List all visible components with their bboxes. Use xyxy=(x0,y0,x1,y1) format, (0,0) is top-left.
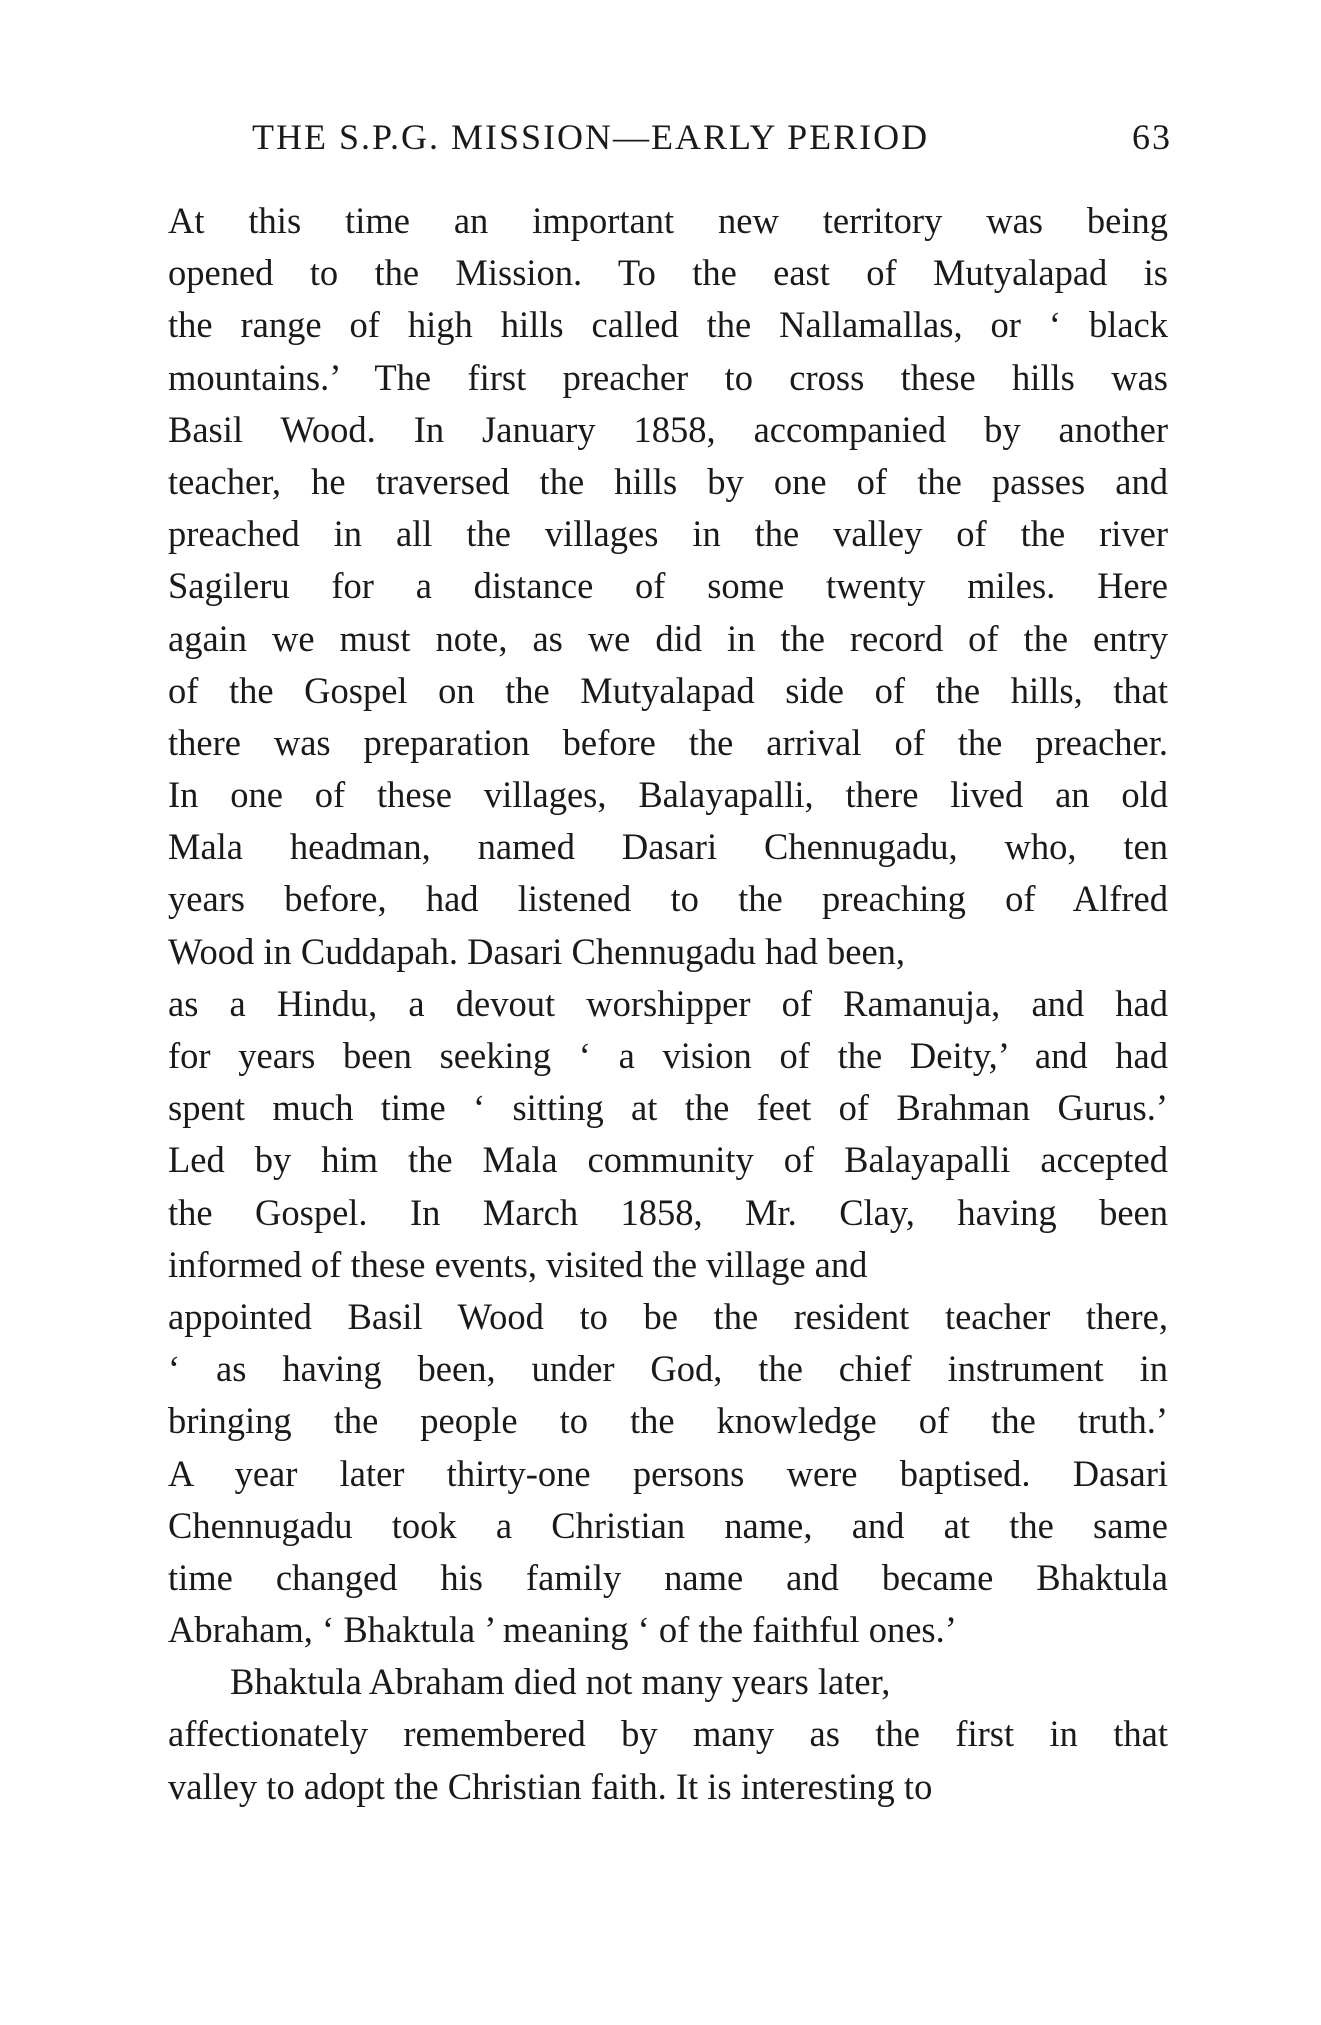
text-line: In one of these villages, Balayapalli, there lived an old xyxy=(168,774,1168,816)
text-line: the range of high hills called the Nallamallas, or ‘ black xyxy=(168,304,1168,346)
text-line: bringing the people to the knowledge of the truth.’ xyxy=(168,1400,1168,1442)
text-line: there was preparation before the arrival of the preacher. xyxy=(168,721,1168,763)
text-line: affectionately remembered by many as the first in that xyxy=(168,1713,1168,1755)
text-line: for years been seeking ‘ a vision of the Deity,’ and had xyxy=(168,1035,1168,1076)
text-line: Mala headman, named Dasari Chennugadu, who, ten xyxy=(168,826,1168,868)
text-line: Led by him the Mala community of Balayapalli accepted xyxy=(168,1139,1168,1181)
text-line: Basil Wood. In January 1858, accompanied by another xyxy=(168,408,1168,450)
text-line: valley to adopt the Christian faith. It is interesting to xyxy=(168,1765,933,1807)
text-line: At this time an important new territory was being xyxy=(168,200,1168,241)
text-line: teacher, he traversed the hills by one of the passes and xyxy=(168,460,1168,502)
text-line: time changed his family name and became Bhaktula xyxy=(168,1556,1168,1598)
text-line: the Gospel. In March 1858, Mr. Clay, having been xyxy=(168,1191,1168,1233)
paragraph-1 xyxy=(168,195,1168,1656)
text-line: opened to the Mission. To the east of Mutyalapad is xyxy=(168,252,1168,294)
text-line: spent much time ‘ sitting at the feet of Brahman Gurus.’ xyxy=(168,1087,1168,1129)
paragraph-2 xyxy=(168,1656,1168,1813)
text-line: Abraham, ‘ Bhaktula ’ meaning ‘ of the faithful ones.’ xyxy=(168,1609,957,1651)
text-line: A year later thirty-one persons were baptised. Dasari xyxy=(168,1452,1168,1494)
text-line: Chennugadu took a Christian name, and at the same xyxy=(168,1504,1168,1546)
running-title: THE S.P.G. MISSION—EARLY PERIOD xyxy=(252,117,930,157)
text-line: Sagileru for a distance of some twenty miles. Here xyxy=(168,565,1168,607)
text-line: Bhaktula Abraham died not many years later, xyxy=(230,1661,891,1703)
text-line: preached in all the villages in the valley of the river xyxy=(168,513,1168,555)
text-line: Wood in Cuddapah. Dasari Chennugadu had been, xyxy=(168,930,906,972)
text-line: as a Hindu, a devout worshipper of Ramanuja, and had xyxy=(168,982,1168,1024)
body-text xyxy=(168,195,1168,1813)
text-line: ‘ as having been, under God, the chief instrument in xyxy=(168,1348,1168,1390)
text-line: mountains.’ The first preacher to cross these hills was xyxy=(168,356,1168,398)
text-line: again we must note, as we did in the record of the entry xyxy=(168,617,1168,659)
text-line: appointed Basil Wood to be the resident teacher there, xyxy=(168,1295,1168,1337)
text-line: years before, had listened to the preaching of Alfred xyxy=(168,878,1168,920)
text-line: informed of these events, visited the village and xyxy=(168,1243,868,1285)
running-header xyxy=(252,112,1192,162)
page-number: 63 xyxy=(1132,117,1172,157)
text-line: of the Gospel on the Mutyalapad side of the hills, that xyxy=(168,669,1168,711)
